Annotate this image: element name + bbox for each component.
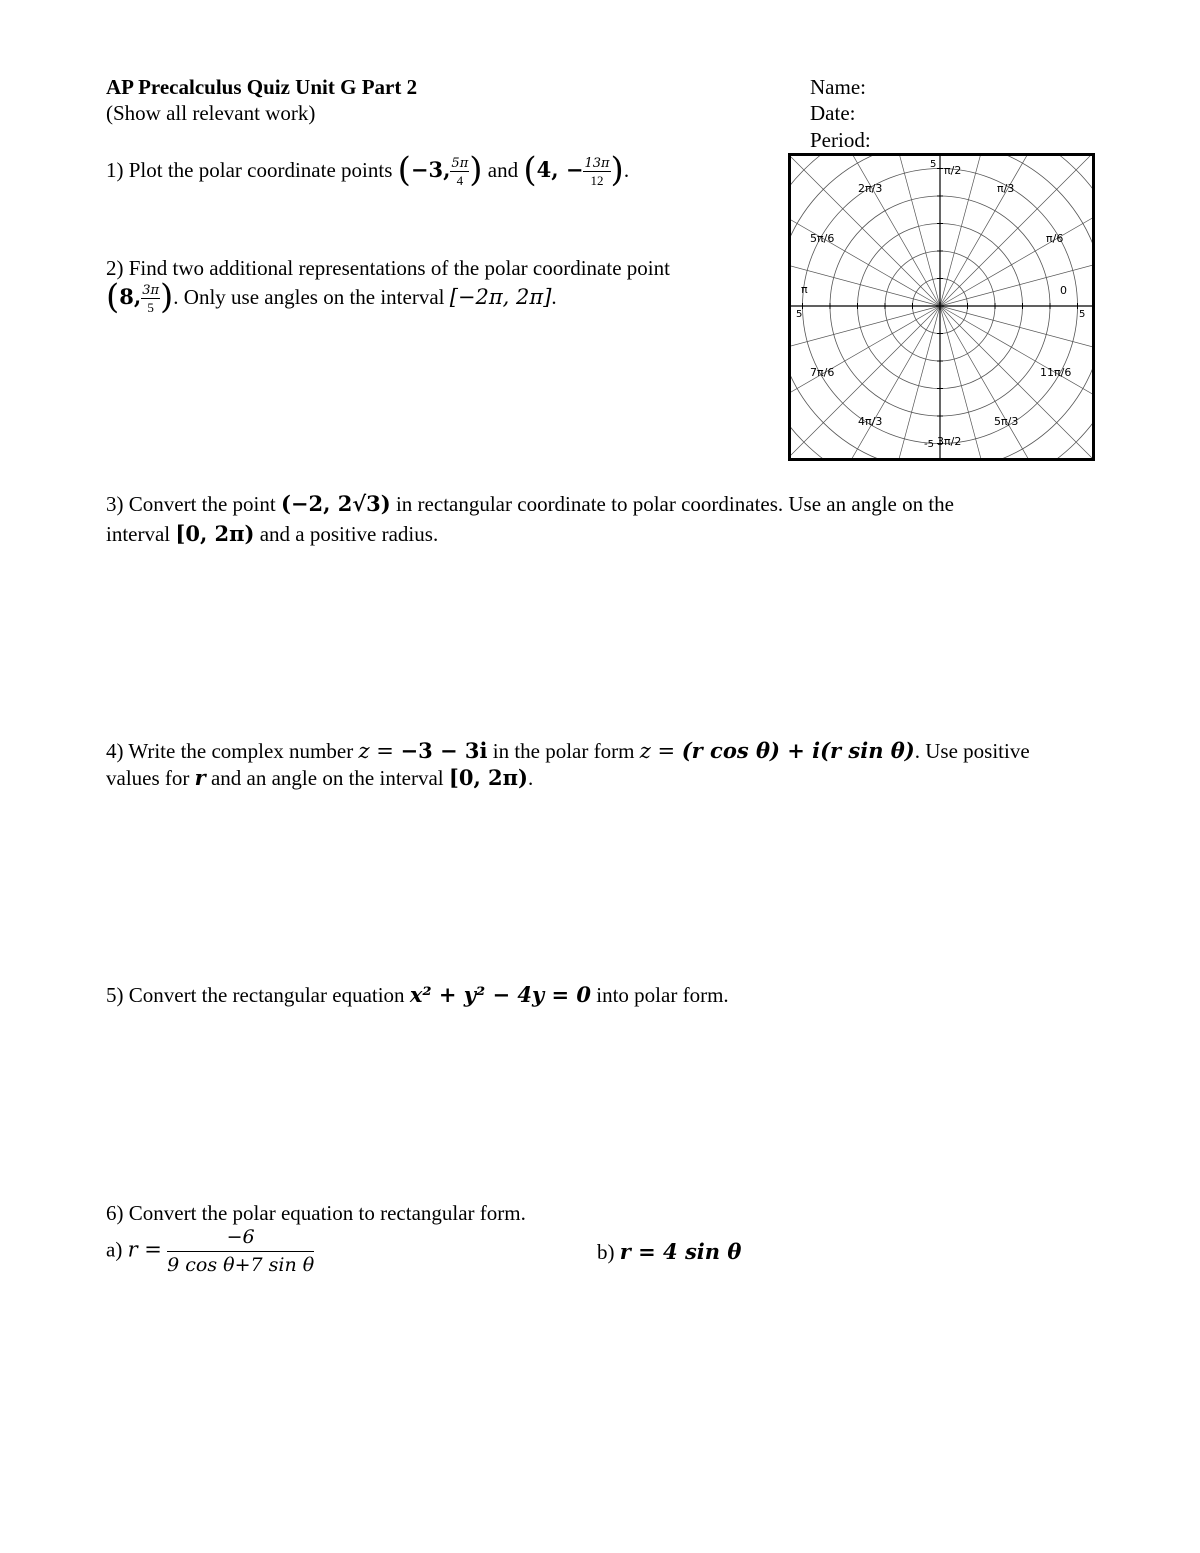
- angle-label-5pi-3: 5π/3: [994, 415, 1019, 428]
- angle-label-7pi-6: 7π/6: [810, 366, 835, 379]
- question-6b: b) r = 4 sin θ: [597, 1239, 742, 1264]
- angle-label-pi-6: π/6: [1046, 232, 1064, 245]
- q2-interval: [−2π, 2π]: [449, 285, 552, 309]
- question-3-line2: interval [0, 2π) and a positive radius.: [106, 521, 439, 546]
- quiz-subtitle: (Show all relevant work): [106, 101, 316, 125]
- q4-polar-form: (r cos θ) + i(r sin θ): [681, 738, 915, 763]
- axis-label-right: 5: [1079, 309, 1086, 320]
- question-1: 1) Plot the polar coordinate points (−3, $\frac{5\pi}{4}$ ) and (4, − $\frac{13\pi}{12}$ ).: [106, 150, 630, 191]
- angle-label-2pi-3: 2π/3: [858, 182, 883, 195]
- polar-grid: [788, 153, 1095, 461]
- angle-label-0: 0: [1060, 284, 1067, 297]
- q1-point1-r: −3,: [410, 157, 451, 182]
- angle-label-pi-3: π/3: [997, 182, 1015, 195]
- question-5: 5) Convert the rectangular equation x² + y² − 4y = 0 into polar form.: [106, 982, 729, 1007]
- question-2-text: 2) Find two additional representations of the polar coordinate point: [106, 256, 670, 280]
- period-label: Period:: [810, 128, 871, 152]
- question-2-line2: (8, $\frac{3\pi}{5}$ ). Only use angles on the interval [−2π, 2π].: [106, 277, 557, 318]
- axis-label-bottom: -5: [924, 439, 934, 450]
- date-label: Date:: [810, 101, 856, 125]
- axis-label-left: 5: [796, 309, 803, 320]
- axis-label-top: 5: [930, 159, 937, 170]
- angle-label-4pi-3: 4π/3: [858, 415, 883, 428]
- name-label: Name:: [810, 75, 866, 99]
- question-1-text: 1) Plot the polar coordinate points: [106, 158, 393, 182]
- q3-point: (−2, 2√3): [280, 491, 391, 516]
- question-3: 3) Convert the point (−2, 2√3) in rectangular coordinate to polar coordinates. Use an angle on the: [106, 491, 955, 516]
- q2-point-angle: $\frac{3\pi}{5}$: [142, 283, 160, 316]
- question-4: 4) Write the complex number z = −3 − 3i in the polar form z = (r cos θ) + i(r sin θ). Use positive: [106, 738, 1030, 763]
- q5-equation: x² + y² − 4y = 0: [409, 982, 592, 1007]
- angle-label-pi-2: π/2: [944, 164, 962, 177]
- angle-label-5pi-6: 5π/6: [810, 232, 835, 245]
- q4-interval: [0, 2π): [448, 765, 528, 790]
- q6a-fraction: $\frac{-6}{\text{9 cos θ+7 sin θ}}$: [167, 1226, 315, 1276]
- q1-point1-angle: $\frac{5\pi}{4}$: [451, 156, 469, 189]
- q2-point-r: 8,: [119, 284, 142, 309]
- quiz-title: AP Precalculus Quiz Unit G Part 2: [106, 75, 418, 99]
- question-4-line2: values for r and an angle on the interval [0, 2π).: [106, 765, 534, 790]
- angle-label-pi: π: [801, 283, 808, 296]
- q1-point2-angle: $\frac{13\pi}{12}$: [584, 156, 610, 189]
- question-6-text: 6) Convert the polar equation to rectangular form.: [106, 1201, 526, 1225]
- question-6a: a) r = $\frac{-6}{\text{9 cos θ+7 sin θ}}$: [106, 1226, 315, 1276]
- angle-label-3pi-2: 3π/2: [937, 435, 962, 448]
- q1-and: and: [487, 158, 519, 182]
- q6b-equation: r = 4 sin θ: [619, 1239, 742, 1264]
- angle-label-11pi-6: 11π/6: [1040, 366, 1072, 379]
- q3-interval: [0, 2π): [175, 521, 255, 546]
- q4-complex-number: −3 − 3i: [400, 738, 488, 763]
- q1-point2-r: 4, −: [536, 157, 584, 182]
